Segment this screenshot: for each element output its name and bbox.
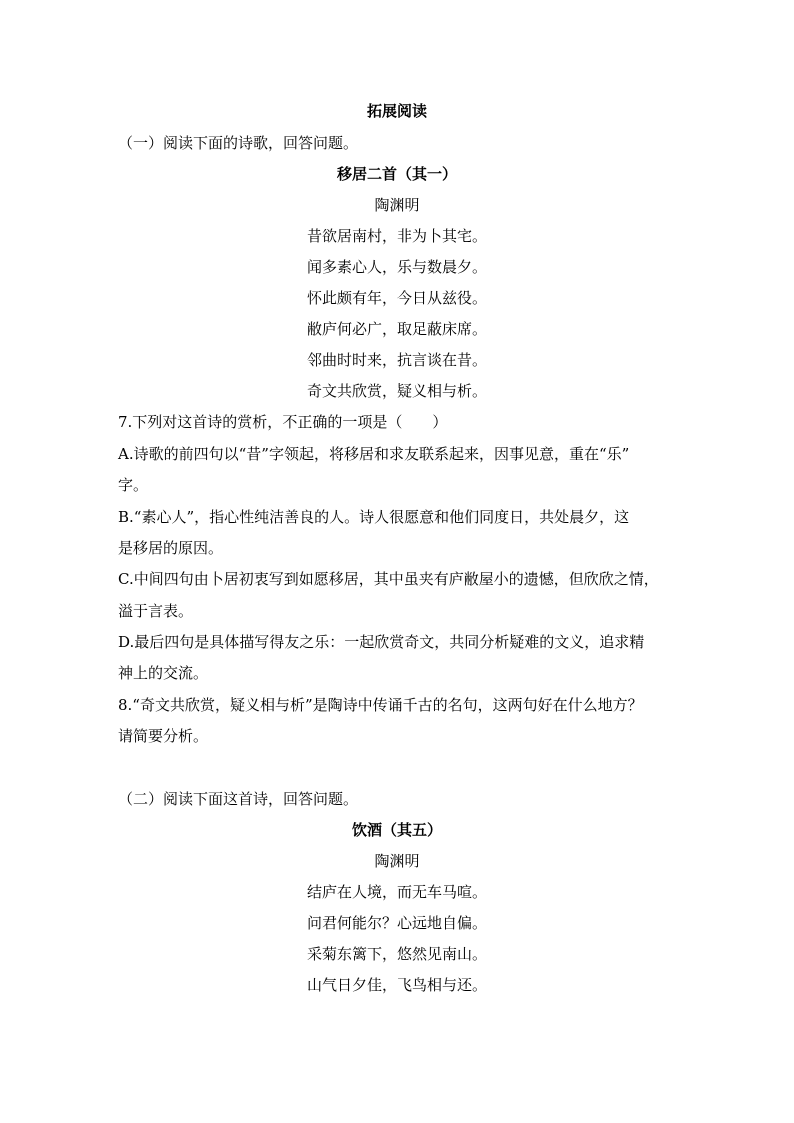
poem2-title: 饮酒（其五） (351, 821, 442, 839)
poem1-title: 移居二首（其一） (336, 165, 457, 183)
option-c-line2: 溢于言表。 (118, 602, 194, 620)
option-d-line1: D.最后四句是具体描写得友之乐：一起欣赏奇文，共同分析疑难的文义，追求精 (118, 633, 645, 651)
poem1-author: 陶渊明 (374, 196, 420, 214)
page-title: 拓展阅读 (366, 102, 427, 120)
poem2-line: 山气日夕佳，飞鸟相与还。 (306, 976, 487, 994)
poem2-line: 问君何能尔？心远地自偏。 (306, 914, 487, 932)
option-d-line2: 神上的交流。 (118, 664, 209, 682)
option-a-line1: A.诗歌的前四句以“昔”字领起，将移居和求友联系起来，因事见意，重在“乐” (118, 445, 630, 463)
poem1-line: 奇文共欣赏，疑义相与析。 (306, 382, 487, 400)
option-c-line1: C.中间四句由卜居初衷写到如愿移居，其中虽夹有庐敝屋小的遗憾，但欣欣之情， (118, 570, 659, 588)
poem2-line: 结庐在人境，而无车马喧。 (306, 883, 487, 901)
poem1-line: 怀此颇有年，今日从兹役。 (306, 289, 487, 307)
poem2-author: 陶渊明 (374, 852, 420, 870)
poem1-line: 闻多素心人，乐与数晨夕。 (306, 258, 487, 276)
option-b-line2: 是移居的原因。 (118, 539, 224, 557)
poem1-line: 敝庐何必广，取足蔽床席。 (306, 320, 487, 338)
poem1-line: 邻曲时时来，抗言谈在昔。 (306, 351, 487, 369)
question-7-stem: 7.下列对这首诗的赏析，不正确的一项是（ ） (118, 413, 448, 431)
poem2-line: 采菊东篱下，悠然见南山。 (306, 945, 487, 963)
poem1-line: 昔欲居南村，非为卜其宅。 (306, 227, 487, 245)
section1-intro: （一）阅读下面的诗歌，回答问题。 (118, 134, 359, 152)
section2-intro: （二）阅读下面这首诗，回答问题。 (118, 790, 359, 808)
question-8-line1: 8.“奇文共欣赏，疑义相与析”是陶诗中传诵千古的名句，这两句好在什么地方？ (118, 696, 643, 714)
option-b-line1: B.“素心人”，指心性纯洁善良的人。诗人很愿意和他们同度日，共处晨夕，这 (118, 508, 630, 526)
option-a-line2: 字。 (118, 476, 149, 494)
question-8-line2: 请简要分析。 (118, 727, 209, 745)
